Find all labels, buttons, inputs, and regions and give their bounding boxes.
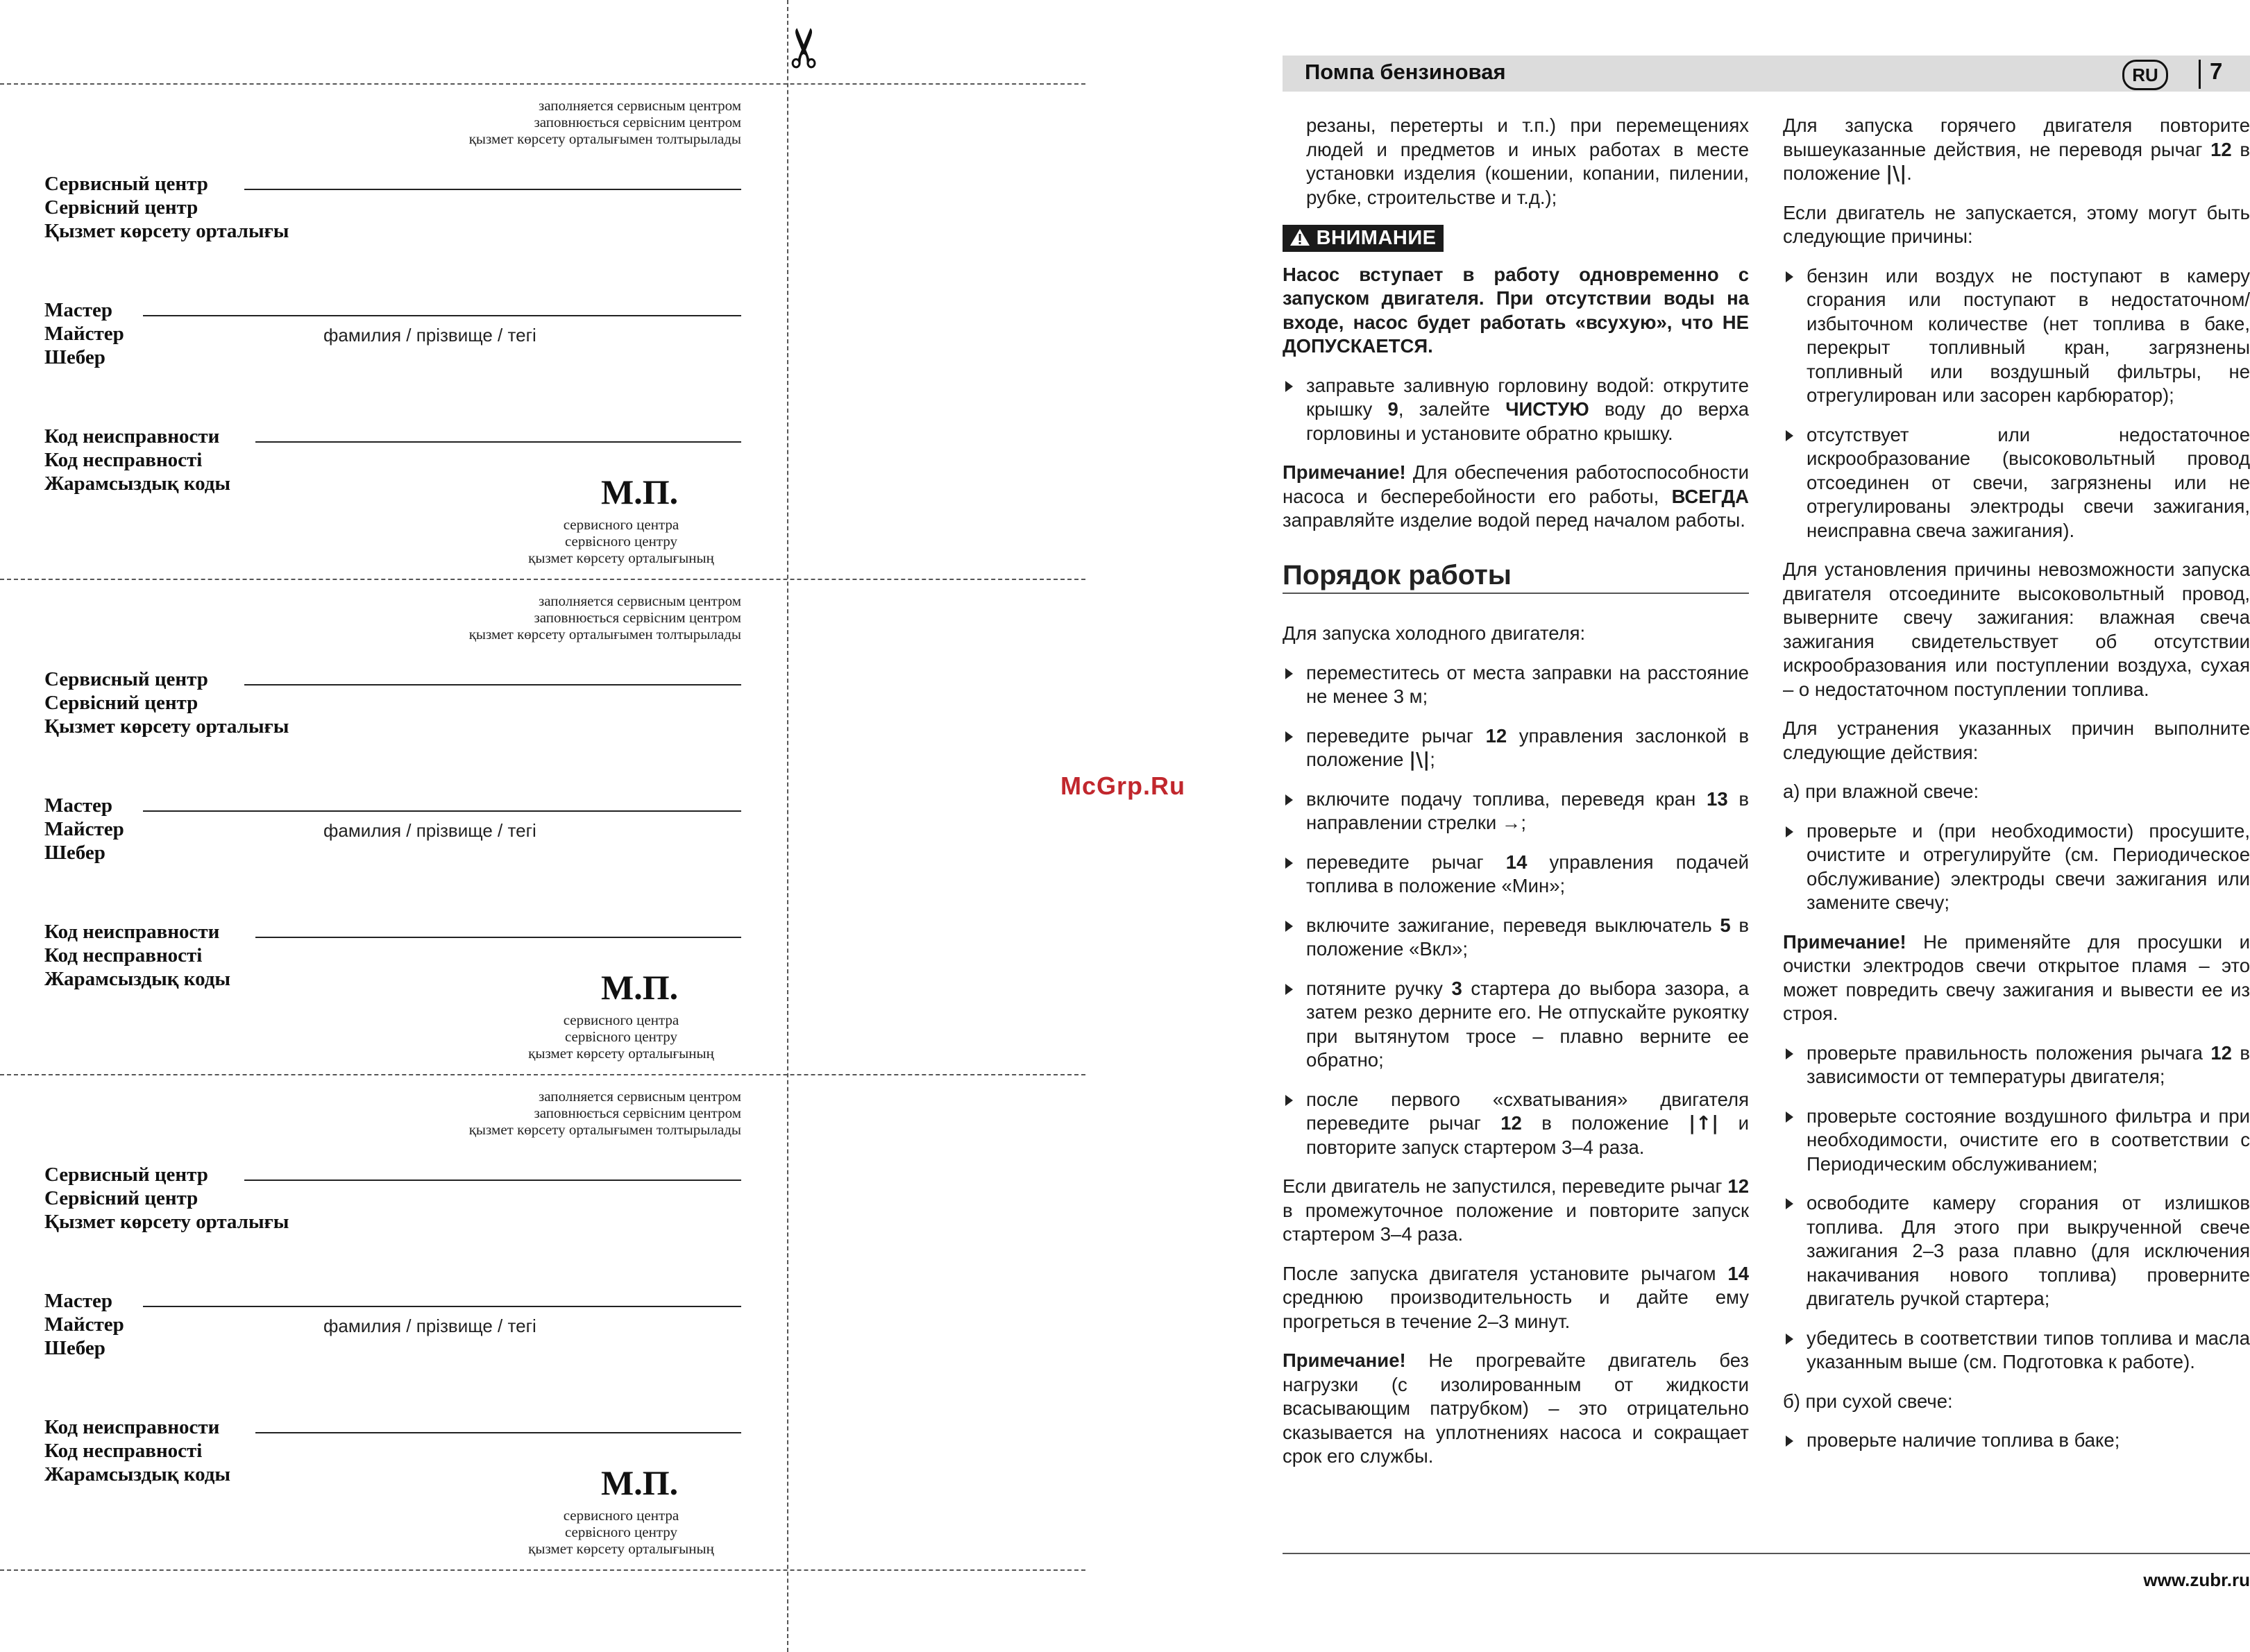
list-item: проверьте состояние воздушного фильтра и при необходимости, очистите его в соответствии с Периодическим обслуживанием; [1783,1105,2250,1177]
page-number: 7 [2210,58,2223,84]
list-item: переместитесь от места заправки на расстояние не менее 3 м; [1283,661,1749,709]
page-number-separator [2199,60,2201,89]
list-item: освободите камеру сгорания от излишков топлива. Для этого при выкрученной свече зажигания 2–3 раза плавно (для исключения накачивания нового топлива) проверните двигатель ручкой стартера; [1783,1191,2250,1311]
service-center-label: Сервисный центр Сервісний центр Қызмет көрсету орталығы [44,173,289,242]
after-start-paragraph: После запуска двигателя установите рычагом 14 среднюю производительность и дайте ему прогреться в течение 2–3 минут. [1283,1262,1749,1332]
master-input-line[interactable] [143,315,741,316]
list-item: заправьте заливную горловину водой: открутите крышку 9, залейте ЧИСТУЮ воду до верха горловины и установите обратно крышку. [1283,374,1749,446]
filled-by-note: заполняется сервисным центром заповнюється сервісним центром қызмет көрсету орталығымен толтырылады [468,97,741,147]
warning-label: ВНИМАНИЕ [1283,225,1444,252]
defect-code-label: Код неисправности Код несправності Жарамсыздық коды [44,921,231,990]
list-item: переведите рычаг 14 управления подачей топлива в положение «Мин»; [1283,851,1749,899]
list-item: проверьте и (при необходимости) просушите, очистите и отрегулируйте (см. Периодическое обслуживание) электроды свечи зажигания или замените свечу; [1783,819,2250,915]
stamp-caption: сервисного центра сервісного центру қызмет көрсету орталығының [528,1012,714,1062]
warranty-coupon-3 [0,1088,787,1567]
stamp-caption: сервисного центра сервісного центру қызмет көрсету орталығының [528,1507,714,1557]
language-badge: RU [2122,60,2168,90]
master-label: Мастер Майстер Шебер [44,794,124,864]
service-center-label: Сервисный центр Сервісний центр Қызмет көрсету орталығы [44,668,289,738]
master-label: Мастер Майстер Шебер [44,299,124,368]
list-item: бензин или воздух не поступают в камеру сгорания или поступают в недостаточном/избыточном количестве (нет топлива в баке, перекрыт топливный кран, загрязнены топливный или воздушный фильтры, не отрегулирован или засорен карбюратор); [1783,264,2250,408]
scissors-icon: ✂ [775,25,836,71]
choke-closed-icon: |\| [1409,749,1430,771]
vertical-cut-line [787,0,788,1652]
filled-by-note: заполняется сервисным центром заповнюється сервісним центром қызмет көрсету орталығымен толтырылады [468,593,741,642]
warning-triangle-icon [1289,227,1317,249]
note-paragraph: Примечание! Для обеспечения работоспособности насоса и бесперебойности его работы, ВСЕГДА заправляйте изделие водой перед началом работы. [1283,461,1749,531]
list-item: убедитесь в соответствии типов топлива и масла указанным выше (см. Подготовка к работе). [1783,1327,2250,1374]
fio-hint: фамилия / прізвище / тегі [323,325,536,346]
choke-closed-icon: |\| [1886,162,1907,185]
list-item: после первого «схватывания» двигателя переведите рычаг 12 в положение |↑| и повторите запуск стартером 3–4 раза. [1283,1088,1749,1160]
section-heading: Порядок работы [1283,563,1749,595]
fio-hint: фамилия / прізвище / тегі [323,820,536,841]
warning-text: Насос вступает в работу одновременно с запуском двигателя. При отсутствии воды на входе, насос будет работать «всухую», что НЕ ДОПУСКАЕТСЯ. [1283,263,1749,357]
defect-code-input-line[interactable] [255,1432,741,1433]
defect-code-label: Код неисправности Код несправності Жарамсыздық коды [44,1416,231,1485]
note-paragraph: Примечание! Не прогревайте двигатель без нагрузки (с изолированным от жидкости всасывающим патрубком) – это отрицательно сказывается на уплотнениях насоса и сокращает срок его службы. [1283,1349,1749,1467]
restart-paragraph: Если двигатель не запустился, переведите рычаг 12 в промежуточное положение и повторите запуск стартером 3–4 раза. [1283,1175,1749,1245]
no-start-paragraph: Если двигатель не запускается, этому могут быть следующие причины: [1783,201,2250,247]
fix-intro-paragraph: Для устранения указанных причин выполните следующие действия: [1783,717,2250,763]
stamp-mark: М.П. [601,968,679,1007]
text-column-right [1783,114,2250,1468]
list-item: проверьте наличие топлива в баке; [1783,1429,2250,1453]
service-center-input-line[interactable] [244,1180,741,1181]
list-item: включите зажигание, переведя выключатель 5 в положение «Вкл»; [1283,914,1749,962]
cut-line-2 [0,1074,1085,1075]
master-input-line[interactable] [143,1306,741,1307]
footer-url[interactable]: www.zubr.ru [2143,1569,2250,1590]
wet-plug-heading: а) при влажной свече: [1783,781,1979,802]
defect-code-input-line[interactable] [255,937,741,938]
stamp-caption: сервисного центра сервісного центру қызмет көрсету орталығының [528,516,714,566]
note-paragraph: Примечание! Не применяйте для просушки и очистки электродов свечи открытое пламя – это может повредить свечу зажигания и вывести ее из строя. [1783,930,2250,1024]
service-center-label: Сервисный центр Сервісний центр Қызмет көрсету орталығы [44,1164,289,1233]
filled-by-note: заполняется сервисным центром заповнюється сервісним центром қызмет көрсету орталығымен толтырылады [468,1088,741,1138]
defect-code-label: Код неисправности Код несправності Жарамсыздық коды [44,425,231,495]
fio-hint: фамилия / прізвище / тегі [323,1315,536,1336]
intro-paragraph: резаны, перетерты и т.п.) при перемещениях людей и предметов и иных работах в месте установки изделия (кошении, копании, пилении, рубке, строительстве и т.д.); [1306,114,1749,208]
cut-line-1 [0,579,1085,580]
master-label: Мастер Майстер Шебер [44,1290,124,1359]
cut-line-top [0,83,1085,85]
stamp-mark: М.П. [601,472,679,511]
list-item: переведите рычаг 12 управления заслонкой в положение |\|; [1283,724,1749,772]
warranty-coupon-2 [0,593,787,1071]
page-title: Помпа бензиновая [1305,60,1506,84]
cold-start-intro: Для запуска холодного двигателя: [1283,622,1586,644]
footer-rule [1283,1553,2250,1554]
diagnosis-paragraph: Для установления причины невозможности запуска двигателя отсоедините высоковольтный провод, выверните свечу зажигания: влажная свеча зажигания свидетельствует об отсутствии искрообразования или поступлении воздуха, сухая – о недостаточном поступлении топлива. [1783,559,2250,700]
hot-start-paragraph: Для запуска горячего двигателя повторите вышеуказанные действия, не переводя рычаг 12 в положение |\|. [1783,114,2250,185]
cut-line-bottom [0,1569,1085,1571]
watermark: McGrp.Ru [1060,772,1186,800]
defect-code-input-line[interactable] [255,441,741,443]
text-column-left [1283,114,1749,1484]
list-item: потяните ручку 3 стартера до выбора зазора, а затем резко дерните его. Не отпускайте рукоятку при вытянутом тросе – плавно верните ее обратно; [1283,977,1749,1073]
list-item: проверьте правильность положения рычага 12 в зависимости от температуры двигателя; [1783,1041,2250,1089]
service-center-input-line[interactable] [244,684,741,686]
warranty-coupon-1 [0,97,787,576]
master-input-line[interactable] [143,810,741,812]
service-center-input-line[interactable] [244,189,741,190]
dry-plug-heading: б) при сухой свече: [1783,1390,1953,1412]
list-item: отсутствует или недостаточное искрообразование (высоковольтный провод отсоединен от свечи, загрязнены или не отрегулированы электроды свечи зажигания, неисправна свеча зажигания). [1783,423,2250,543]
stamp-mark: М.П. [601,1463,679,1502]
list-item: включите подачу топлива, переведя кран 13 в направлении стрелки →; [1283,787,1749,835]
choke-open-icon: |↑| [1689,1112,1719,1134]
